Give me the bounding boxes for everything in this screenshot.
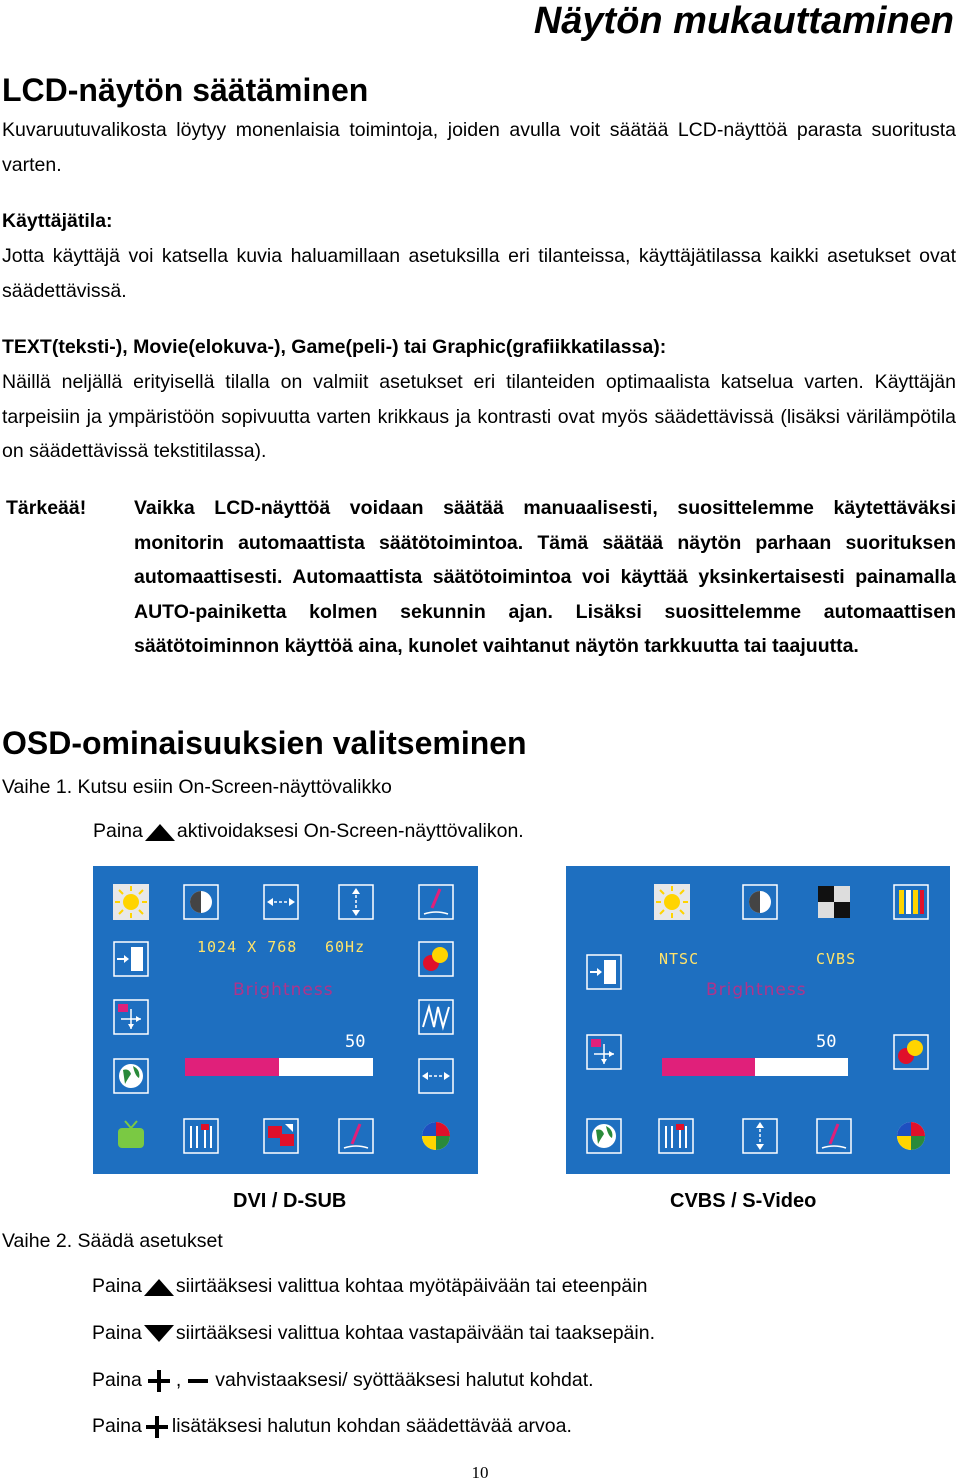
up-triangle-icon [142, 1277, 176, 1297]
instruction-1 [92, 1275, 647, 1298]
h-position-icon [263, 884, 299, 920]
instruction-prefix: Paina [92, 1275, 142, 1297]
clock-icon [418, 999, 454, 1035]
image-setup-icon [263, 1118, 299, 1154]
sharpness-icon [816, 1118, 852, 1154]
osd-value: 50 [345, 1032, 366, 1052]
color-wheel-icon [418, 1118, 454, 1154]
brightness-icon [113, 884, 149, 920]
reset-icon [338, 1118, 374, 1154]
osd-position-icon [113, 999, 149, 1035]
osd-level-fill [185, 1058, 279, 1076]
instruction-prefix: Paina [92, 1369, 142, 1391]
lcd-heading: LCD-näytön säätäminen [2, 72, 369, 108]
instruction-prefix: Paina [93, 820, 143, 842]
step1-instruction [93, 820, 524, 843]
instruction-3 [92, 1369, 594, 1392]
instruction-2 [92, 1322, 655, 1345]
instruction-prefix: Paina [92, 1322, 142, 1344]
v-position-icon [338, 884, 374, 920]
color-wheel-icon [893, 1118, 929, 1154]
step2-text: Vaihe 2. Säädä asetukset [2, 1230, 223, 1252]
tools-icon [658, 1118, 694, 1154]
exit-icon [113, 941, 149, 977]
modes-title: TEXT(teksti-), Movie(elokuva-), Game(peli-) tai Graphic(grafiikkatilassa): [2, 336, 667, 358]
minus-icon [181, 1370, 215, 1392]
phase-icon [418, 1058, 454, 1094]
color-icon [893, 1034, 929, 1070]
tools-icon [183, 1118, 219, 1154]
plus-icon [142, 1416, 172, 1438]
plus-icon [142, 1370, 176, 1392]
instruction-text: siirtääksesi valittua kohtaa myötäpäivään tai eteenpäin [175, 1275, 648, 1297]
important-label: Tärkeää! [6, 497, 87, 519]
osd-resolution: 1024 X 768 [197, 938, 298, 956]
up-triangle-icon [143, 822, 177, 842]
osd-brightness-label: Brightness [706, 980, 807, 1000]
hue-icon [893, 884, 929, 920]
brightness-icon [654, 884, 690, 920]
exit-icon [586, 954, 622, 990]
osd-position-icon [586, 1034, 622, 1070]
contrast-icon [742, 884, 778, 920]
instruction-text: lisätäksesi halutun kohdan säädettävää arvoa. [171, 1415, 572, 1437]
osd-panel-dvi [93, 866, 478, 1174]
color-icon [418, 941, 454, 977]
caption-dvi: DVI / D-SUB [233, 1190, 347, 1212]
instruction-separator: , [175, 1369, 182, 1391]
osd-value: 50 [816, 1032, 837, 1052]
instruction-prefix: Paina [92, 1415, 142, 1437]
language-icon [113, 1058, 149, 1094]
lcd-intro: Kuvaruutuvalikosta löytyy monenlaisia toimintoja, joiden avulla voit säätää LCD-näyttöä parasta suoritusta varten. [2, 119, 956, 176]
osd-level-fill [662, 1058, 755, 1076]
page-header-title: Näytön mukauttaminen [533, 0, 954, 42]
instruction-text: vahvistaaksesi/ syöttääksesi halutut kohdat. [215, 1369, 594, 1391]
saturation-icon [816, 884, 852, 920]
osd-brightness-label: Brightness [233, 980, 334, 1000]
page-number: 10 [471, 1463, 489, 1482]
sharpness-icon [418, 884, 454, 920]
caption-cvbs: CVBS / S-Video [670, 1190, 817, 1212]
user-mode-text: Jotta käyttäjä voi katsella kuvia haluamillaan asetuksilla eri tilanteissa, käyttäjätilassa kaikki asetukset ovat säädettävissä. [2, 245, 956, 302]
zoom-icon [742, 1118, 778, 1154]
instruction-text: siirtääksesi valittua kohtaa vastapäivään tai taaksepäin. [175, 1322, 655, 1344]
osd-heading: OSD-ominaisuuksien valitseminen [2, 725, 527, 761]
osd-input: CVBS [816, 950, 857, 968]
contrast-icon [183, 884, 219, 920]
down-triangle-icon [142, 1324, 176, 1344]
language-icon [586, 1118, 622, 1154]
instruction-4 [92, 1415, 572, 1438]
user-mode-title: Käyttäjätila: [2, 210, 113, 232]
modes-text: Näillä neljällä erityisellä tilalla on valmiit asetukset eri tilanteiden optimaalista katselua varten. Käyttäjän tarpeisiin ja ympäristöön sopivuutta varten krikkaus ja kontrasti ovat myös säädettävissä (lisäksi värilämpötila on säädettävissä tekstitilassa). [2, 371, 956, 462]
osd-frequency: 60Hz [325, 938, 366, 956]
osd-panel-cvbs [566, 866, 950, 1174]
osd-level-bar [662, 1058, 848, 1076]
important-text: Vaikka LCD-näyttöä voidaan säätää manuaalisesti, suosittelemme käytettäväksi monitorin automaattista säätötoimintoa. Tämä säätää näytön parhaan suorituksen automaattisesti. Automaattista säätötoimintoa voi käyttää yksinkertaisesti painamalla AUTO-painiketta kolmen sekunnin ajan. Lisäksi suosittelemme automaattisen säätötoiminnon käyttöä aina, kunolet vaihtanut näytön tarkkuutta tai taajuutta. [134, 497, 956, 657]
tv-icon [113, 1118, 149, 1154]
osd-system: NTSC [659, 950, 700, 968]
step1-text: Vaihe 1. Kutsu esiin On-Screen-näyttövalikko [2, 776, 392, 798]
instruction-text: aktivoidaksesi On-Screen-näyttövalikon. [176, 820, 524, 842]
osd-level-bar [185, 1058, 373, 1076]
